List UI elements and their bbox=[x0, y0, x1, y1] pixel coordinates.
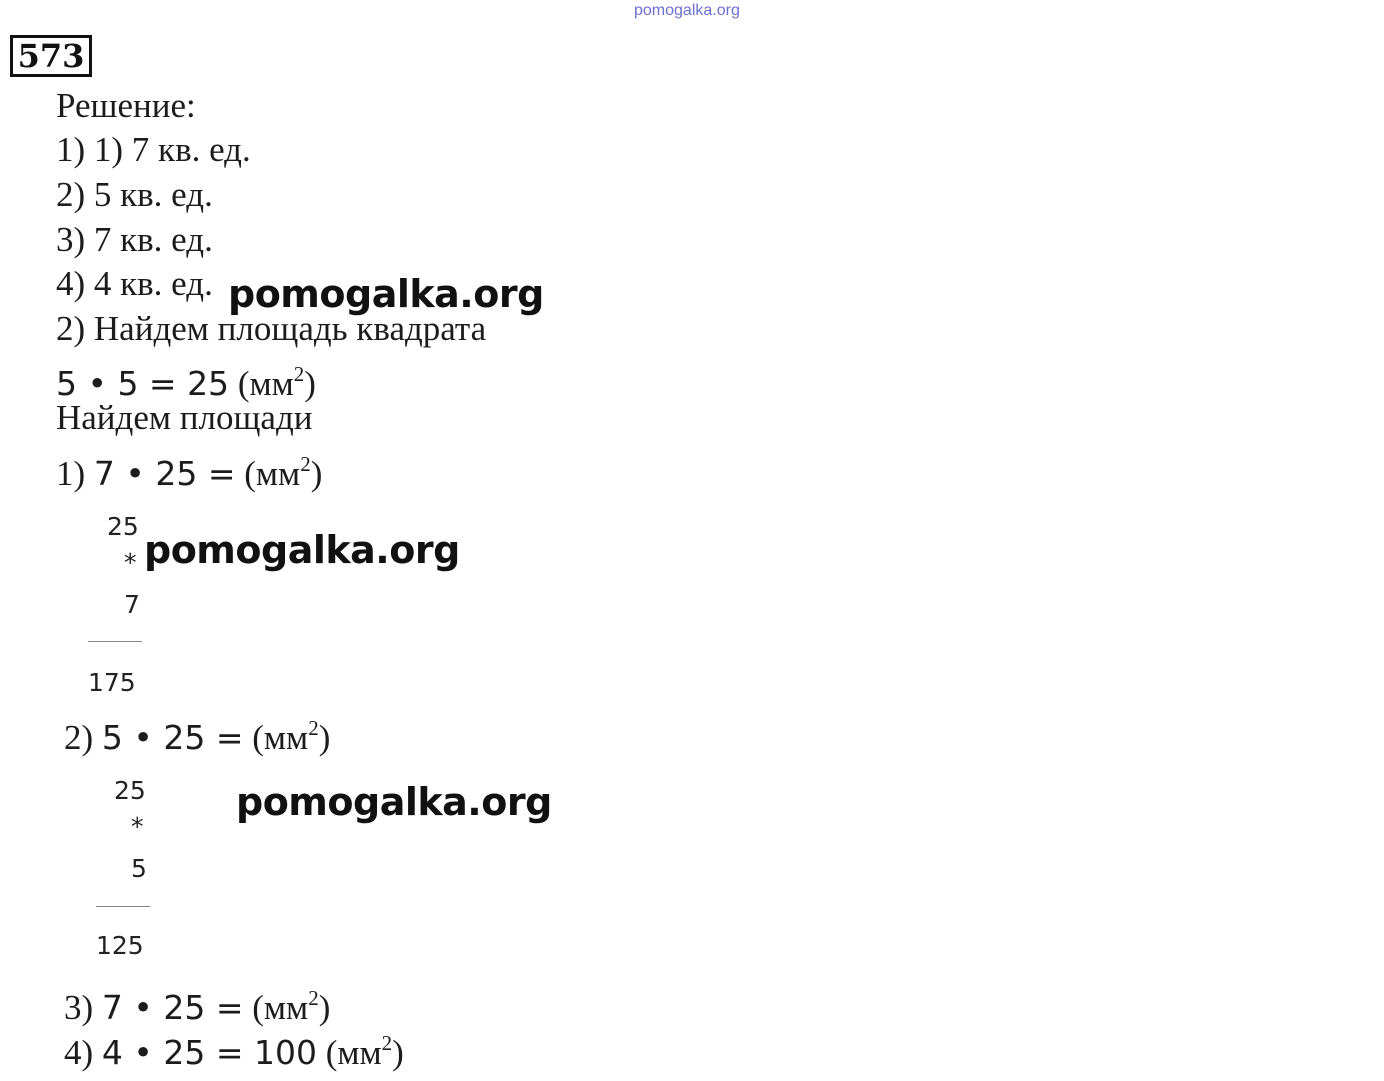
unit-open: (мм bbox=[325, 1033, 382, 1072]
unit-open: (мм bbox=[252, 718, 309, 757]
calc2-multiplier: 5 bbox=[131, 854, 147, 883]
unit-exponent: 2 bbox=[293, 362, 305, 386]
area-expr-1: 7 • 25 = bbox=[93, 454, 236, 493]
unit-open: (мм bbox=[244, 454, 301, 493]
calc1-multiplicand: 25 bbox=[107, 512, 139, 541]
calc2-result: 125 bbox=[96, 931, 144, 960]
area-equation-4 bbox=[64, 1023, 404, 1073]
area-expr-4: 4 • 25 = 100 bbox=[101, 1033, 317, 1072]
unit-exponent: 2 bbox=[381, 1031, 393, 1055]
area-equation-2 bbox=[64, 708, 330, 758]
unit-close: ) bbox=[304, 364, 316, 403]
unit-open: (мм bbox=[237, 364, 294, 403]
calc1-divider bbox=[88, 641, 142, 642]
square-area-heading: 2) Найдем площадь квадрата bbox=[56, 309, 487, 348]
answer-line-4: 4) 4 кв. ед. bbox=[56, 264, 213, 303]
calc1-result: 175 bbox=[88, 668, 136, 697]
answer-line-2: 2) 5 кв. ед. bbox=[56, 175, 213, 214]
watermark-3: pomogalka.org bbox=[236, 780, 552, 824]
answer-line-1: 1) 1) 7 кв. ед. bbox=[56, 130, 251, 169]
unit-exponent: 2 bbox=[308, 716, 319, 740]
area-expr-3: 7 • 25 = bbox=[101, 988, 244, 1027]
item-number: 2) bbox=[64, 718, 94, 757]
unit-open: (мм bbox=[252, 988, 309, 1027]
square-area-equation bbox=[56, 354, 316, 404]
unit-close: ) bbox=[318, 718, 331, 757]
area-equation-1 bbox=[56, 444, 322, 494]
solution-heading: Решение: bbox=[56, 86, 196, 125]
calc1-multiplier: 7 bbox=[124, 590, 140, 619]
watermark-2: pomogalka.org bbox=[144, 528, 460, 572]
calc2-operator: * bbox=[131, 812, 144, 841]
calc2-multiplicand: 25 bbox=[114, 776, 146, 805]
calc2-divider bbox=[96, 906, 150, 907]
task-number-box: 573 bbox=[10, 35, 92, 77]
item-number: 4) bbox=[64, 1033, 94, 1072]
area-equation-3 bbox=[64, 978, 330, 1028]
area-expr-2: 5 • 25 = bbox=[101, 718, 244, 757]
unit-close: ) bbox=[310, 454, 323, 493]
answer-line-3: 3) 7 кв. ед. bbox=[56, 220, 213, 259]
unit-exponent: 2 bbox=[308, 986, 319, 1010]
unit-close: ) bbox=[392, 1033, 404, 1072]
square-area-expr: 5 • 5 = 25 bbox=[56, 364, 230, 403]
calc1-operator: * bbox=[124, 548, 137, 577]
item-number: 3) bbox=[64, 988, 94, 1027]
header-watermark: pomogalka.org bbox=[634, 2, 740, 19]
areas-heading: Найдем площади bbox=[56, 398, 313, 437]
item-number: 1) bbox=[56, 454, 86, 493]
watermark-1: pomogalka.org bbox=[228, 272, 544, 316]
unit-exponent: 2 bbox=[300, 452, 311, 476]
unit-close: ) bbox=[318, 988, 331, 1027]
